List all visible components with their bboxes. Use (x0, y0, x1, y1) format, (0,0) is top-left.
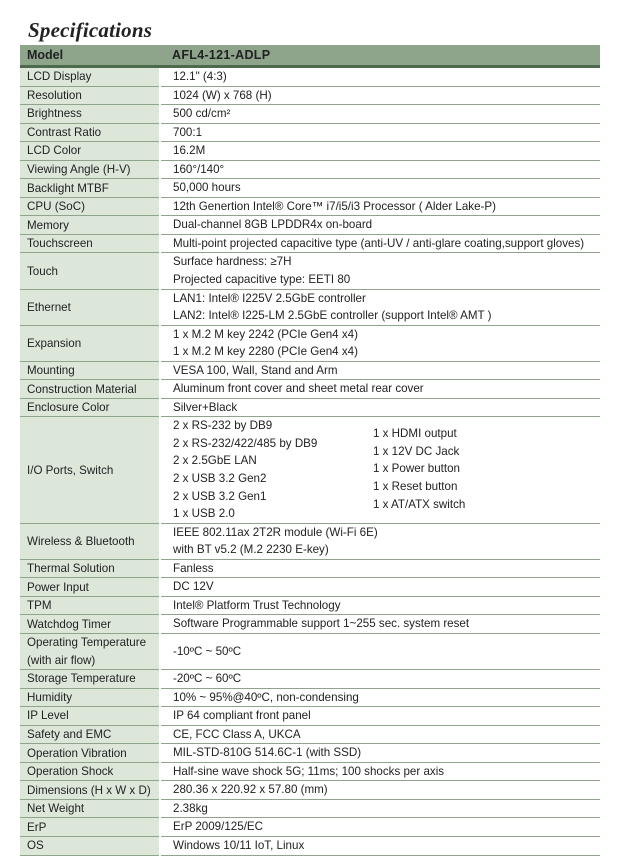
spec-label: Construction Material (20, 380, 160, 399)
spec-value (160, 725, 600, 744)
table-row (20, 633, 600, 669)
spec-label: Safety and EMC (20, 725, 160, 744)
spec-value-line: Multi-point projected capacitive type (anti-UV / anti-glare coating,support gloves) (173, 236, 585, 250)
spec-label: Memory (20, 216, 160, 235)
table-row (20, 160, 600, 179)
spec-value-line: -20ºC ~ 60ºC (173, 672, 242, 686)
spec-value (160, 160, 600, 179)
table-row (20, 744, 600, 763)
spec-label: Enclosure Color (20, 398, 160, 417)
spec-value-line: Intel® Platform Trust Technology (173, 598, 341, 612)
spec-value-line: CE, FCC Class A, UKCA (173, 727, 301, 741)
io-port-item: 1 x Power button (373, 462, 461, 476)
io-port-item: 1 x AT/ATX switch (373, 497, 466, 511)
table-row (20, 105, 600, 124)
table-row (20, 578, 600, 597)
io-port-item: 1 x USB 2.0 (173, 507, 235, 521)
header-label: Model (20, 45, 160, 67)
spec-value (160, 123, 600, 142)
spec-label: Operation Vibration (20, 744, 160, 763)
spec-label: Watchdog Timer (20, 615, 160, 634)
spec-label-line: Operating Temperature (27, 635, 147, 649)
spec-value-line: 1 x M.2 M key 2280 (PCIe Gen4 x4) (173, 345, 358, 359)
spec-value-line: Dual-channel 8GB LPDDR4x on-board (173, 218, 373, 232)
spec-value-line: IP 64 compliant front panel (173, 709, 311, 723)
spec-value (160, 818, 600, 837)
spec-value (160, 417, 600, 523)
spec-value (160, 707, 600, 726)
spec-value-line: 10% ~ 95%@40ºC, non-condensing (173, 690, 359, 704)
spec-label: Brightness (20, 105, 160, 124)
table-row (20, 688, 600, 707)
spec-label: Storage Temperature (20, 670, 160, 689)
spec-value-line: ErP 2009/125/EC (173, 820, 264, 834)
table-header-row (20, 45, 600, 67)
specifications-table (20, 45, 600, 856)
page-title: Specifications (28, 18, 153, 42)
spec-label: LCD Display (20, 67, 160, 87)
spec-label: Net Weight (20, 799, 160, 818)
spec-value-line: 160°/140° (173, 162, 225, 176)
io-ports-left (173, 417, 373, 522)
io-port-item: 1 x 12V DC Jack (373, 444, 460, 458)
spec-value (160, 253, 600, 289)
spec-value-line: 1024 (W) x 768 (H) (173, 88, 272, 102)
table-row (20, 781, 600, 800)
spec-label: Backlight MTBF (20, 179, 160, 198)
table-row (20, 596, 600, 615)
spec-value-line: Windows 10/11 IoT, Linux (173, 838, 305, 852)
table-row (20, 253, 600, 289)
spec-value (160, 325, 600, 361)
io-port-item: 1 x Reset button (373, 480, 458, 494)
table-row (20, 818, 600, 837)
spec-value-line: 12.1" (4:3) (173, 70, 227, 83)
table-row (20, 670, 600, 689)
table-row (20, 725, 600, 744)
io-ports-grid (173, 417, 600, 522)
spec-value (160, 762, 600, 781)
spec-value-line: -10ºC ~ 50ºC (173, 644, 242, 658)
spec-value (160, 216, 600, 235)
spec-label: Mounting (20, 361, 160, 380)
spec-value (160, 633, 600, 669)
io-port-item: 2 x USB 3.2 Gen2 (173, 472, 267, 486)
spec-label: LCD Color (20, 142, 160, 161)
table-row (20, 398, 600, 417)
table-row (20, 86, 600, 105)
spec-value (160, 105, 600, 124)
spec-value (160, 289, 600, 325)
spec-label: Humidity (20, 688, 160, 707)
spec-value-line: Half-sine wave shock 5G; 11ms; 100 shocks per axis (173, 764, 445, 778)
spec-value-line: VESA 100, Wall, Stand and Arm (173, 363, 338, 377)
spec-value (160, 799, 600, 818)
table-row (20, 325, 600, 361)
table-row (20, 234, 600, 253)
spec-value-line: 2.38kg (173, 801, 208, 815)
spec-value (160, 596, 600, 615)
spec-label: Wireless & Bluetooth (20, 523, 160, 559)
table-row (20, 197, 600, 216)
spec-label (20, 633, 160, 669)
spec-label: Viewing Angle (H-V) (20, 160, 160, 179)
spec-value-line: DC 12V (173, 580, 214, 594)
spec-value (160, 398, 600, 417)
io-port-item: 2 x USB 3.2 Gen1 (173, 489, 267, 503)
spec-value (160, 361, 600, 380)
spec-value-line: LAN1: Intel® I225V 2.5GbE controller (173, 291, 366, 305)
spec-value-line: Aluminum front cover and sheet metal rear cover (173, 382, 424, 396)
table-row (20, 417, 600, 523)
spec-value-line: IEEE 802.11ax 2T2R module (Wi-Fi 6E) (173, 525, 378, 539)
spec-value (160, 781, 600, 800)
spec-label: Touch (20, 253, 160, 289)
spec-value (160, 234, 600, 253)
spec-value (160, 179, 600, 198)
spec-value-line: 1 x M.2 M key 2242 (PCIe Gen4 x4) (173, 327, 358, 341)
spec-value (160, 142, 600, 161)
spec-label: Dimensions (H x W x D) (20, 781, 160, 800)
spec-value (160, 578, 600, 597)
table-row (20, 216, 600, 235)
table-row (20, 615, 600, 634)
spec-label: CPU (SoC) (20, 197, 160, 216)
spec-value (160, 86, 600, 105)
io-port-item: 2 x 2.5GbE LAN (173, 454, 257, 468)
table-row (20, 707, 600, 726)
spec-label: OS (20, 836, 160, 855)
spec-label-line: (with air flow) (27, 653, 96, 667)
spec-label: ErP (20, 818, 160, 837)
spec-label: Contrast Ratio (20, 123, 160, 142)
spec-label: Expansion (20, 325, 160, 361)
header-model-value: AFL4-121-ADLP (160, 45, 600, 67)
spec-value (160, 380, 600, 399)
spec-label: TPM (20, 596, 160, 615)
spec-value (160, 615, 600, 634)
io-port-item: 1 x HDMI output (373, 427, 457, 441)
table-row (20, 67, 600, 87)
table-row (20, 123, 600, 142)
table-row (20, 799, 600, 818)
spec-value-line: MIL-STD-810G 514.6C-1 (with SSD) (173, 746, 362, 760)
spec-value (160, 688, 600, 707)
spec-label: Ethernet (20, 289, 160, 325)
spec-value-line: 16.2M (173, 144, 206, 158)
table-row (20, 523, 600, 559)
spec-label: Touchscreen (20, 234, 160, 253)
table-row (20, 380, 600, 399)
spec-value-line: Software Programmable support 1~255 sec. system reset (173, 617, 470, 631)
spec-value (160, 559, 600, 578)
io-ports-right (373, 417, 465, 522)
table-row (20, 762, 600, 781)
table-row (20, 179, 600, 198)
spec-value-line: Silver+Black (173, 400, 238, 414)
spec-value-line: 700:1 (173, 125, 203, 139)
io-port-item: 2 x RS-232/422/485 by DB9 (173, 436, 318, 450)
table-body (20, 67, 600, 856)
spec-value (160, 67, 600, 87)
spec-value (160, 197, 600, 216)
spec-label: I/O Ports, Switch (20, 417, 160, 523)
spec-value-line: 280.36 x 220.92 x 57.80 (mm) (173, 783, 328, 797)
spec-value-line: Surface hardness: ≥7H (173, 255, 292, 269)
spec-value-line: LAN2: Intel® I225-LM 2.5GbE controller (support Intel® AMT ) (173, 309, 492, 323)
table-row (20, 361, 600, 380)
table-row (20, 836, 600, 855)
spec-value-line: Projected capacitive type: EETI 80 (173, 273, 351, 287)
spec-value-line: with BT v5.2 (M.2 2230 E-key) (173, 543, 329, 557)
spec-value (160, 744, 600, 763)
spec-label: IP Level (20, 707, 160, 726)
spec-label: Power Input (20, 578, 160, 597)
table-row (20, 559, 600, 578)
spec-value (160, 670, 600, 689)
spec-value-line: 500 cd/cm² (173, 107, 231, 121)
table-row (20, 142, 600, 161)
spec-value (160, 523, 600, 559)
spec-value-line: 12th Genertion Intel® Core™ i7/i5/i3 Processor ( Alder Lake-P) (173, 199, 497, 213)
spec-label: Resolution (20, 86, 160, 105)
table-row (20, 289, 600, 325)
spec-value-line: 50,000 hours (173, 181, 241, 195)
spec-label: Operation Shock (20, 762, 160, 781)
io-port-item: 2 x RS-232 by DB9 (173, 419, 273, 433)
spec-value-line: Fanless (173, 561, 214, 575)
spec-value (160, 836, 600, 855)
spec-label: Thermal Solution (20, 559, 160, 578)
